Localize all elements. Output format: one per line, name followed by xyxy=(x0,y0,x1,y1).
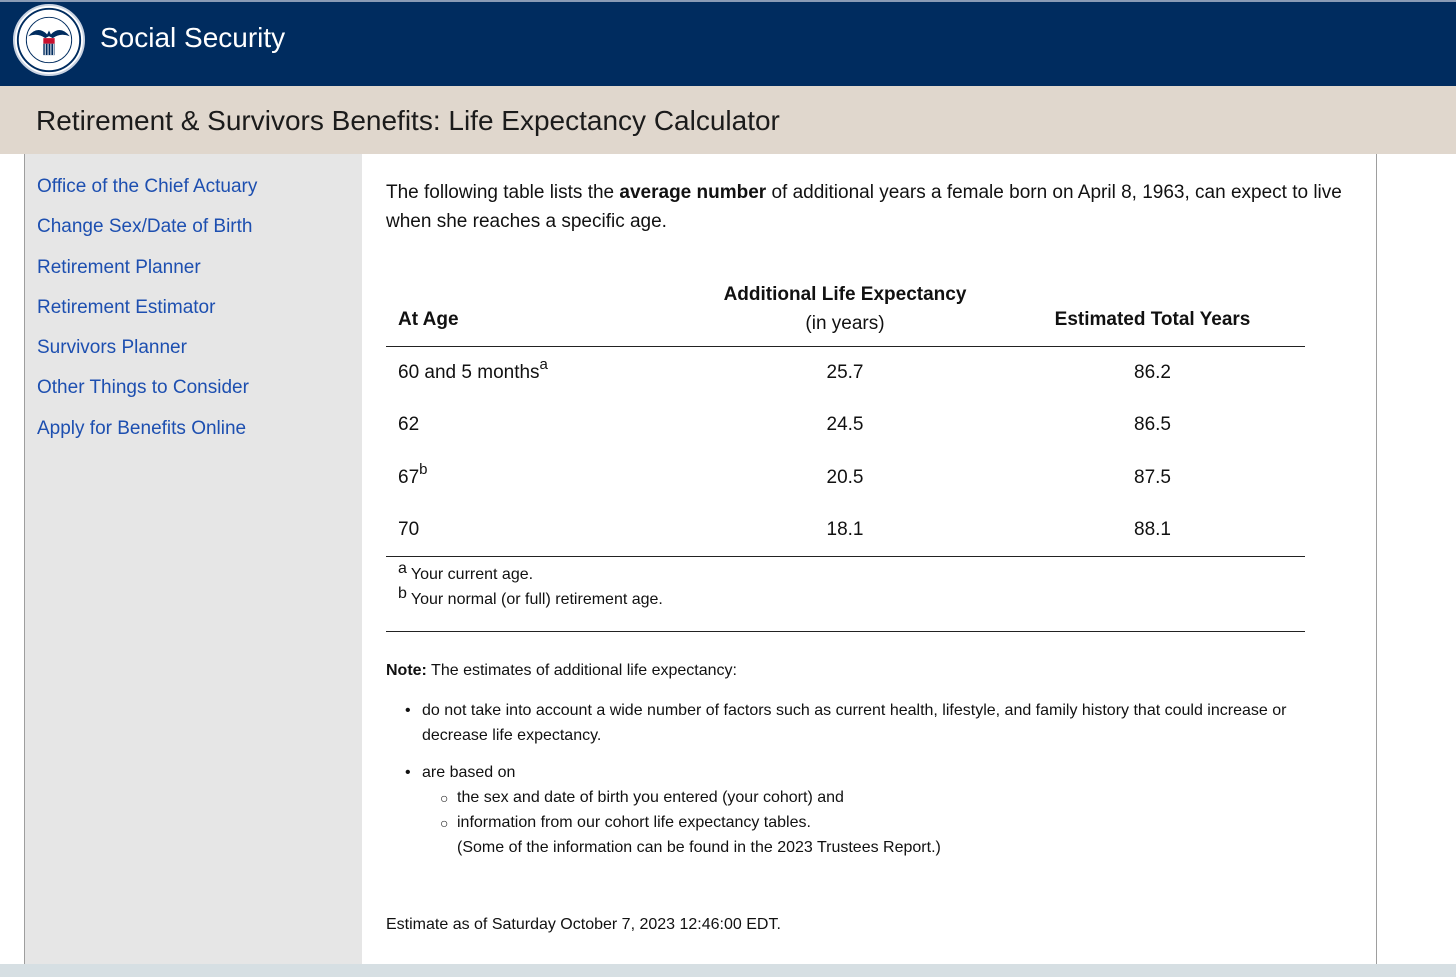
sidebar xyxy=(24,154,362,964)
intro-text-start: The following table lists the xyxy=(386,182,620,203)
note-text: The estimates of additional life expectancy: xyxy=(426,662,737,679)
note-bullet xyxy=(405,699,1322,748)
age-value: 62 xyxy=(398,414,420,436)
sidebar-link[interactable]: Other Things to Consider xyxy=(37,377,249,399)
sidebar-link[interactable]: Retirement Planner xyxy=(37,256,201,278)
sidebar-link[interactable]: Retirement Estimator xyxy=(37,296,216,318)
cell-age xyxy=(398,460,428,489)
sidebar-item-change-sex-date-of-birth xyxy=(37,214,362,254)
sub-bullet-text: information from our cohort life expectancy tables. xyxy=(457,814,811,831)
note-intro xyxy=(386,662,737,680)
header-additional-line2: (in years) xyxy=(805,313,885,334)
cell-additional: 20.5 xyxy=(826,466,864,488)
sidebar-item-office-of-chief-actuary xyxy=(37,174,362,214)
table-row xyxy=(386,452,1305,504)
cell-total: 88.1 xyxy=(1134,518,1171,540)
note-sub-bullet xyxy=(440,811,811,836)
sidebar-link[interactable]: Apply for Benefits Online xyxy=(37,417,247,439)
note-sub-bullet-continuation: (Some of the information can be found in the 2023 Trustees Report.) xyxy=(457,839,941,856)
sidebar-link[interactable]: Change Sex/Date of Birth xyxy=(37,216,253,238)
intro-text-end: of additional years a female born on April 8, 1963, can expect to live when she reaches a specific age. xyxy=(386,182,1342,232)
header-additional-life-expectancy xyxy=(686,280,1004,338)
footnote-ref: a xyxy=(539,356,548,373)
title-bar xyxy=(0,86,1456,154)
cell-total: 87.5 xyxy=(1134,466,1171,488)
footnote-text: Your current age. xyxy=(410,566,534,584)
age-value: 60 and 5 months xyxy=(398,362,540,383)
bullet-text: are based on xyxy=(422,764,516,781)
footnote-ref: b xyxy=(419,460,428,478)
bullet-circle: ○ xyxy=(440,790,449,806)
cell-additional: 24.5 xyxy=(826,414,864,436)
footnote-mark: b xyxy=(398,585,407,603)
sidebar-item-retirement-planner xyxy=(37,255,362,295)
cell-age xyxy=(398,414,419,436)
ssa-seal-icon[interactable] xyxy=(13,4,85,76)
footnote-text: Your normal (or full) retirement age. xyxy=(410,591,663,609)
bullet-dot: • xyxy=(405,702,411,719)
table-header xyxy=(386,278,1305,347)
table-footnotes xyxy=(386,557,1305,632)
note-bullet xyxy=(405,761,1322,786)
bullet-circle: ○ xyxy=(440,815,449,831)
sidebar-link[interactable]: Survivors Planner xyxy=(37,337,187,359)
header-at-age: At Age xyxy=(398,309,459,330)
cell-total: 86.2 xyxy=(1134,362,1171,383)
table-row xyxy=(386,504,1305,556)
sidebar-item-survivors-planner xyxy=(37,335,362,375)
intro-emphasis: average number xyxy=(619,182,767,203)
life-expectancy-table xyxy=(386,278,1305,632)
age-value: 67 xyxy=(398,466,420,488)
cell-age xyxy=(398,356,548,384)
sidebar-item-retirement-estimator xyxy=(37,295,362,335)
site-header xyxy=(0,0,1456,86)
sidebar-menu xyxy=(25,154,362,456)
sub-bullet-text: the sex and date of birth you entered (your cohort) and xyxy=(457,789,844,806)
table-row xyxy=(386,399,1305,451)
sidebar-link[interactable]: Office of the Chief Actuary xyxy=(37,176,258,197)
age-value: 70 xyxy=(398,518,420,540)
sidebar-item-apply-for-benefits-online xyxy=(37,416,362,456)
cell-total: 86.5 xyxy=(1134,414,1171,436)
header-additional-line1: Additional Life Expectancy xyxy=(723,284,967,305)
footnote-a xyxy=(398,560,534,584)
site-name[interactable]: Social Security xyxy=(100,22,286,53)
bullet-dot: • xyxy=(405,764,411,781)
content-right-border xyxy=(1376,154,1377,964)
note-label: Note: xyxy=(386,662,427,679)
cell-additional: 25.7 xyxy=(826,362,864,383)
footnote-b xyxy=(398,585,663,609)
table-body xyxy=(386,347,1305,557)
table-row xyxy=(386,347,1305,399)
footnote-mark: a xyxy=(398,560,407,578)
bottom-bar xyxy=(0,964,1456,977)
cell-additional: 18.1 xyxy=(826,518,864,540)
note-sub-bullet xyxy=(440,786,844,811)
bullet-text: do not take into account a wide number of factors such as current health, lifestyle, and family history that could increase or decrease life expectancy. xyxy=(422,702,1287,744)
page-title: Retirement & Survivors Benefits: Life Expectancy Calculator xyxy=(36,105,780,136)
estimate-timestamp: Estimate as of Saturday October 7, 2023 12:46:00 EDT. xyxy=(386,916,781,933)
sidebar-item-other-things-to-consider xyxy=(37,375,362,415)
header-estimated-total-years: Estimated Total Years xyxy=(1054,309,1251,330)
cell-age xyxy=(398,519,419,541)
intro-text xyxy=(386,178,1346,236)
